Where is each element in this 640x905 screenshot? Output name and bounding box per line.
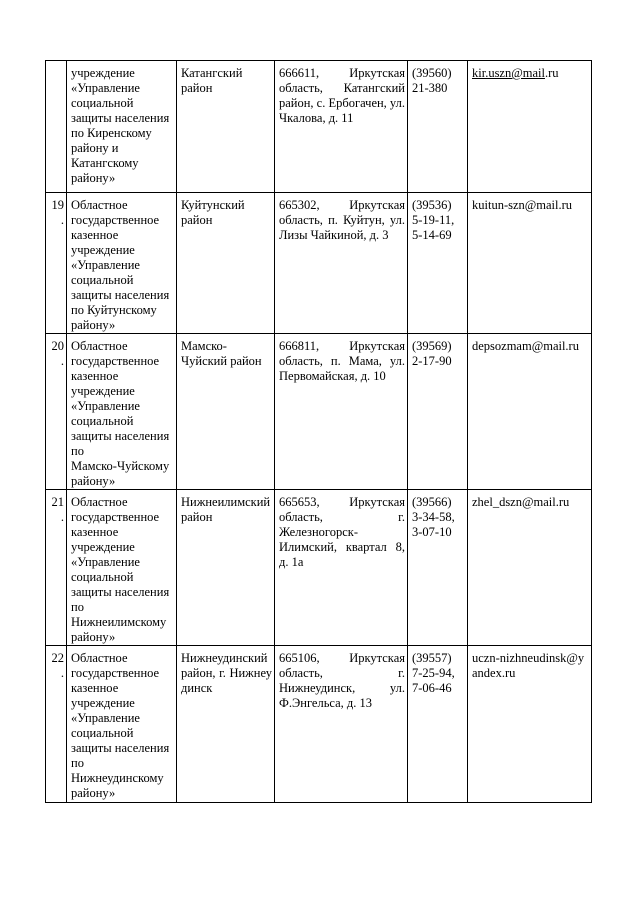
table-row	[46, 646, 592, 803]
table-row	[46, 193, 592, 334]
row-number: 21.	[46, 490, 67, 646]
district-name: Нижнеудинский район, г. Нижнеудинск	[177, 646, 275, 803]
row-number	[46, 61, 67, 193]
district-name: Нижнеилимский район	[177, 490, 275, 646]
institutions-table	[45, 60, 592, 803]
phone-numbers: (39566) 3-34-58, 3-07-10	[408, 490, 468, 646]
phone-numbers: (39560) 21-380	[408, 61, 468, 193]
table-row	[46, 61, 592, 193]
email-address[interactable]: kuitun-szn@mail.ru	[468, 193, 592, 334]
row-number: 19.	[46, 193, 67, 334]
postal-address: 666611, Иркутская область, Катангский район, с. Ербогачен, ул. Чкалова, д. 11	[275, 61, 408, 193]
email-address[interactable]: uczn-nizhneudinsk@yandex.ru	[468, 646, 592, 803]
institution-name: учреждение «Управление социальной защиты населения по Киренскому району и Катангскому району»	[67, 61, 177, 193]
institution-name: Областное государственное казенное учреждение «Управление социальной защиты населения по Куйтунскому району»	[67, 193, 177, 334]
email-address[interactable]: depsozmam@mail.ru	[468, 334, 592, 490]
phone-numbers: (39557) 7-25-94, 7-06-46	[408, 646, 468, 803]
institution-name: Областное государственное казенное учреждение «Управление социальной защиты населения по Нижнеилимскому району»	[67, 490, 177, 646]
phone-numbers: (39536) 5-19-11, 5-14-69	[408, 193, 468, 334]
postal-address: 665302, Иркутская область, п. Куйтун, ул. Лизы Чайкиной, д. 3	[275, 193, 408, 334]
email-address[interactable]: kir.uszn@mail.ru	[468, 61, 592, 193]
row-number: 22.	[46, 646, 67, 803]
institution-name: Областное государственное казенное учреждение «Управление социальной защиты населения по Мамско-Чуйскому району»	[67, 334, 177, 490]
table-row	[46, 334, 592, 490]
institution-name: Областное государственное казенное учреждение «Управление социальной защиты населения по Нижнеудинскому району»	[67, 646, 177, 803]
postal-address: 665653, Иркутская область, г. Железногорск-Илимский, квартал 8, д. 1а	[275, 490, 408, 646]
postal-address: 666811, Иркутская область, п. Мама, ул. Первомайская, д. 10	[275, 334, 408, 490]
phone-numbers: (39569) 2-17-90	[408, 334, 468, 490]
email-link[interactable]: kir.uszn@mail	[472, 66, 545, 80]
row-number: 20.	[46, 334, 67, 490]
district-name: Катангский район	[177, 61, 275, 193]
postal-address: 665106, Иркутская область, г. Нижнеудинск, ул. Ф.Энгельса, д. 13	[275, 646, 408, 803]
district-name: Мамско-Чуйский район	[177, 334, 275, 490]
email-address[interactable]: zhel_dszn@mail.ru	[468, 490, 592, 646]
district-name: Куйтунский район	[177, 193, 275, 334]
table-row	[46, 490, 592, 646]
